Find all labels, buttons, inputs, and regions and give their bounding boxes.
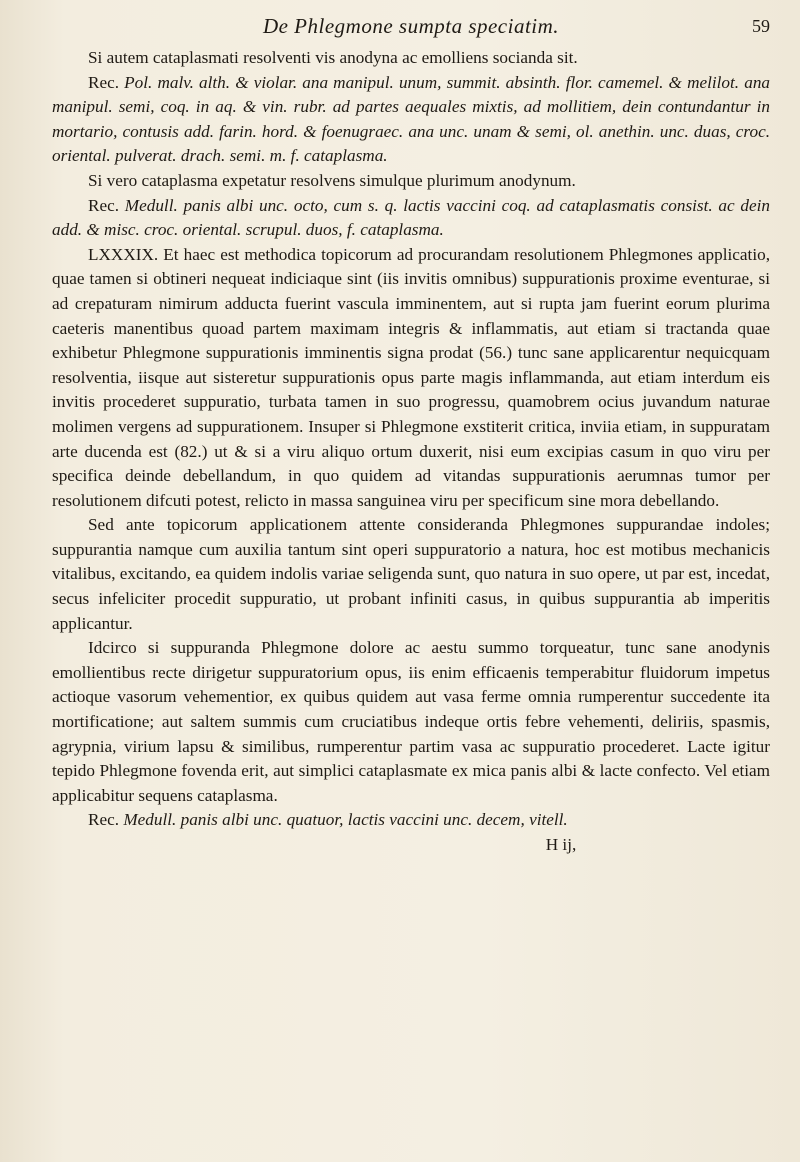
page-number: 59 [752,16,770,36]
signature-mark: H ij, [545,835,577,854]
recipe-text: Medull. panis albi unc. quatuor, lactis vaccini unc. decem, vitell. [123,810,568,830]
recipe-label: Rec. [88,810,120,830]
paragraph-topical-application: Sed ante topicorum applicationem attente considerandа Phlegmones suppurandae indoles; suppurantia namque cum auxilia tantum sint operi suppuratorio a natura, hoc est motibus mechanicis vitalibus, excitando, ea quidem indolis variae seligenda sunt, quo natura in suo opere, ut par est, incedat, secus infeliciter procedit suppuratio, ut probant infiniti casus, in quibus suppurantia ab imperitis applicantur. [52,515,770,633]
recipe-text: Pol. malv. alth. & violar. ana manipul. unum, summit. absinth. flor. camemel. & melilot. ana manipul. semi, coq. in aq. & vin. rubr. ad partes aequales mixtis, ad mollitiem, dein contundantur in mortario, contusis add. farin. hord. & foenugraec. ana unc. unam & semi, ol. anethin. unc. duas, croc. oriental. pulverat. drach. semi. m. f. cataplasma. [52,72,771,166]
running-head: De Phlegmone sumpta speciatim. [262,14,560,38]
recipe-label: Rec. [88,195,120,215]
recipe-label: Rec. [88,72,120,92]
body-text [52,46,770,833]
recipe-text: Medull. panis albi unc. octo, cum s. q. lactis vaccini coq. ad cataplasmatis consist. ac dein add. & misc. croc. oriental. scrupul. duos, f. cataplasma. [52,195,770,240]
page-header [52,14,770,44]
recipe-emollient-cataplasm [52,71,770,169]
paragraph-suppuration: Idcirco si suppuranda Phlegmone dolore ac aestu summo torqueatur, tunc sane anodynis emollientibus recte dirigetur suppuratorium opus, iis enim efficaenis temperabitur fluidorum impetus actioque vasorum vehementior, ex quibus quidem aut vasa ferme omnia rumperentur succedente ita mortificatione; aut saltem summis cum cruciatibus indeque ortis febre vehementi, deliriis, spasmis, agrypnia, virium lapsu & similibus, rumperentur partim vasa ac suppuratio procederet. Lacte igitur tepido Phlegmone fovenda erit, aut simplici cataplasmate ex mica panis albi & lacte confecto. Vel etiam applicabitur sequens cataplasma. [52,638,770,805]
recipe-bread-milk-cataplasm [52,194,770,243]
paragraph-anodyne: Si vero cataplasma expetatur resolvens simulque plurimum anodynum. [88,170,576,190]
paragraph-section-89: LXXXIX. Et haec est methodica topicorum ad procurandam resolutionem Phlegmones applicatio, quae tamen si obtineri nequeat indiciaque sint (iis invitis omnibus) suppurationis proxime eventurae, si ad crepaturam nimirum adducta fuerint vascula imminentem, aut si rupta jam fuerint eorum plurima caeteris manentibus quoad partem maximam integris & inflammatis, aut etiam si tractanda quae exhibetur Phlegmone suppurationis imminentis signa prodat (56.) tunc sane applicarentur nequicquam resolventia, iisque aut sisteretur suppurationis opus parte magis inflammanda, aut etiam interdum eis invitis procederet suppuratio, turbata tamen in suo progressu, quamobrem ocius juvandum naturae molimen vergens ad suppurationem. Insuper si Phlegmone exstiterit critica, inviia etiam, in suppuratam arte ducenda est (82.) ut & si a viru aliquo ortum duxerit, nisi eum excipias casum in quo viru per specifica deinde debellandum, in quo quidem ad vitandas suppurationis aerumnas tumor per resolutionem difcuti potest, relicto in massa sanguinea viru per specificum sine mora debellando. [52,244,770,510]
paragraph-intro: Si autem cataplasmati resolventi vis anodyna ac emolliens socianda sit. [88,48,578,67]
recipe-final [52,808,770,833]
